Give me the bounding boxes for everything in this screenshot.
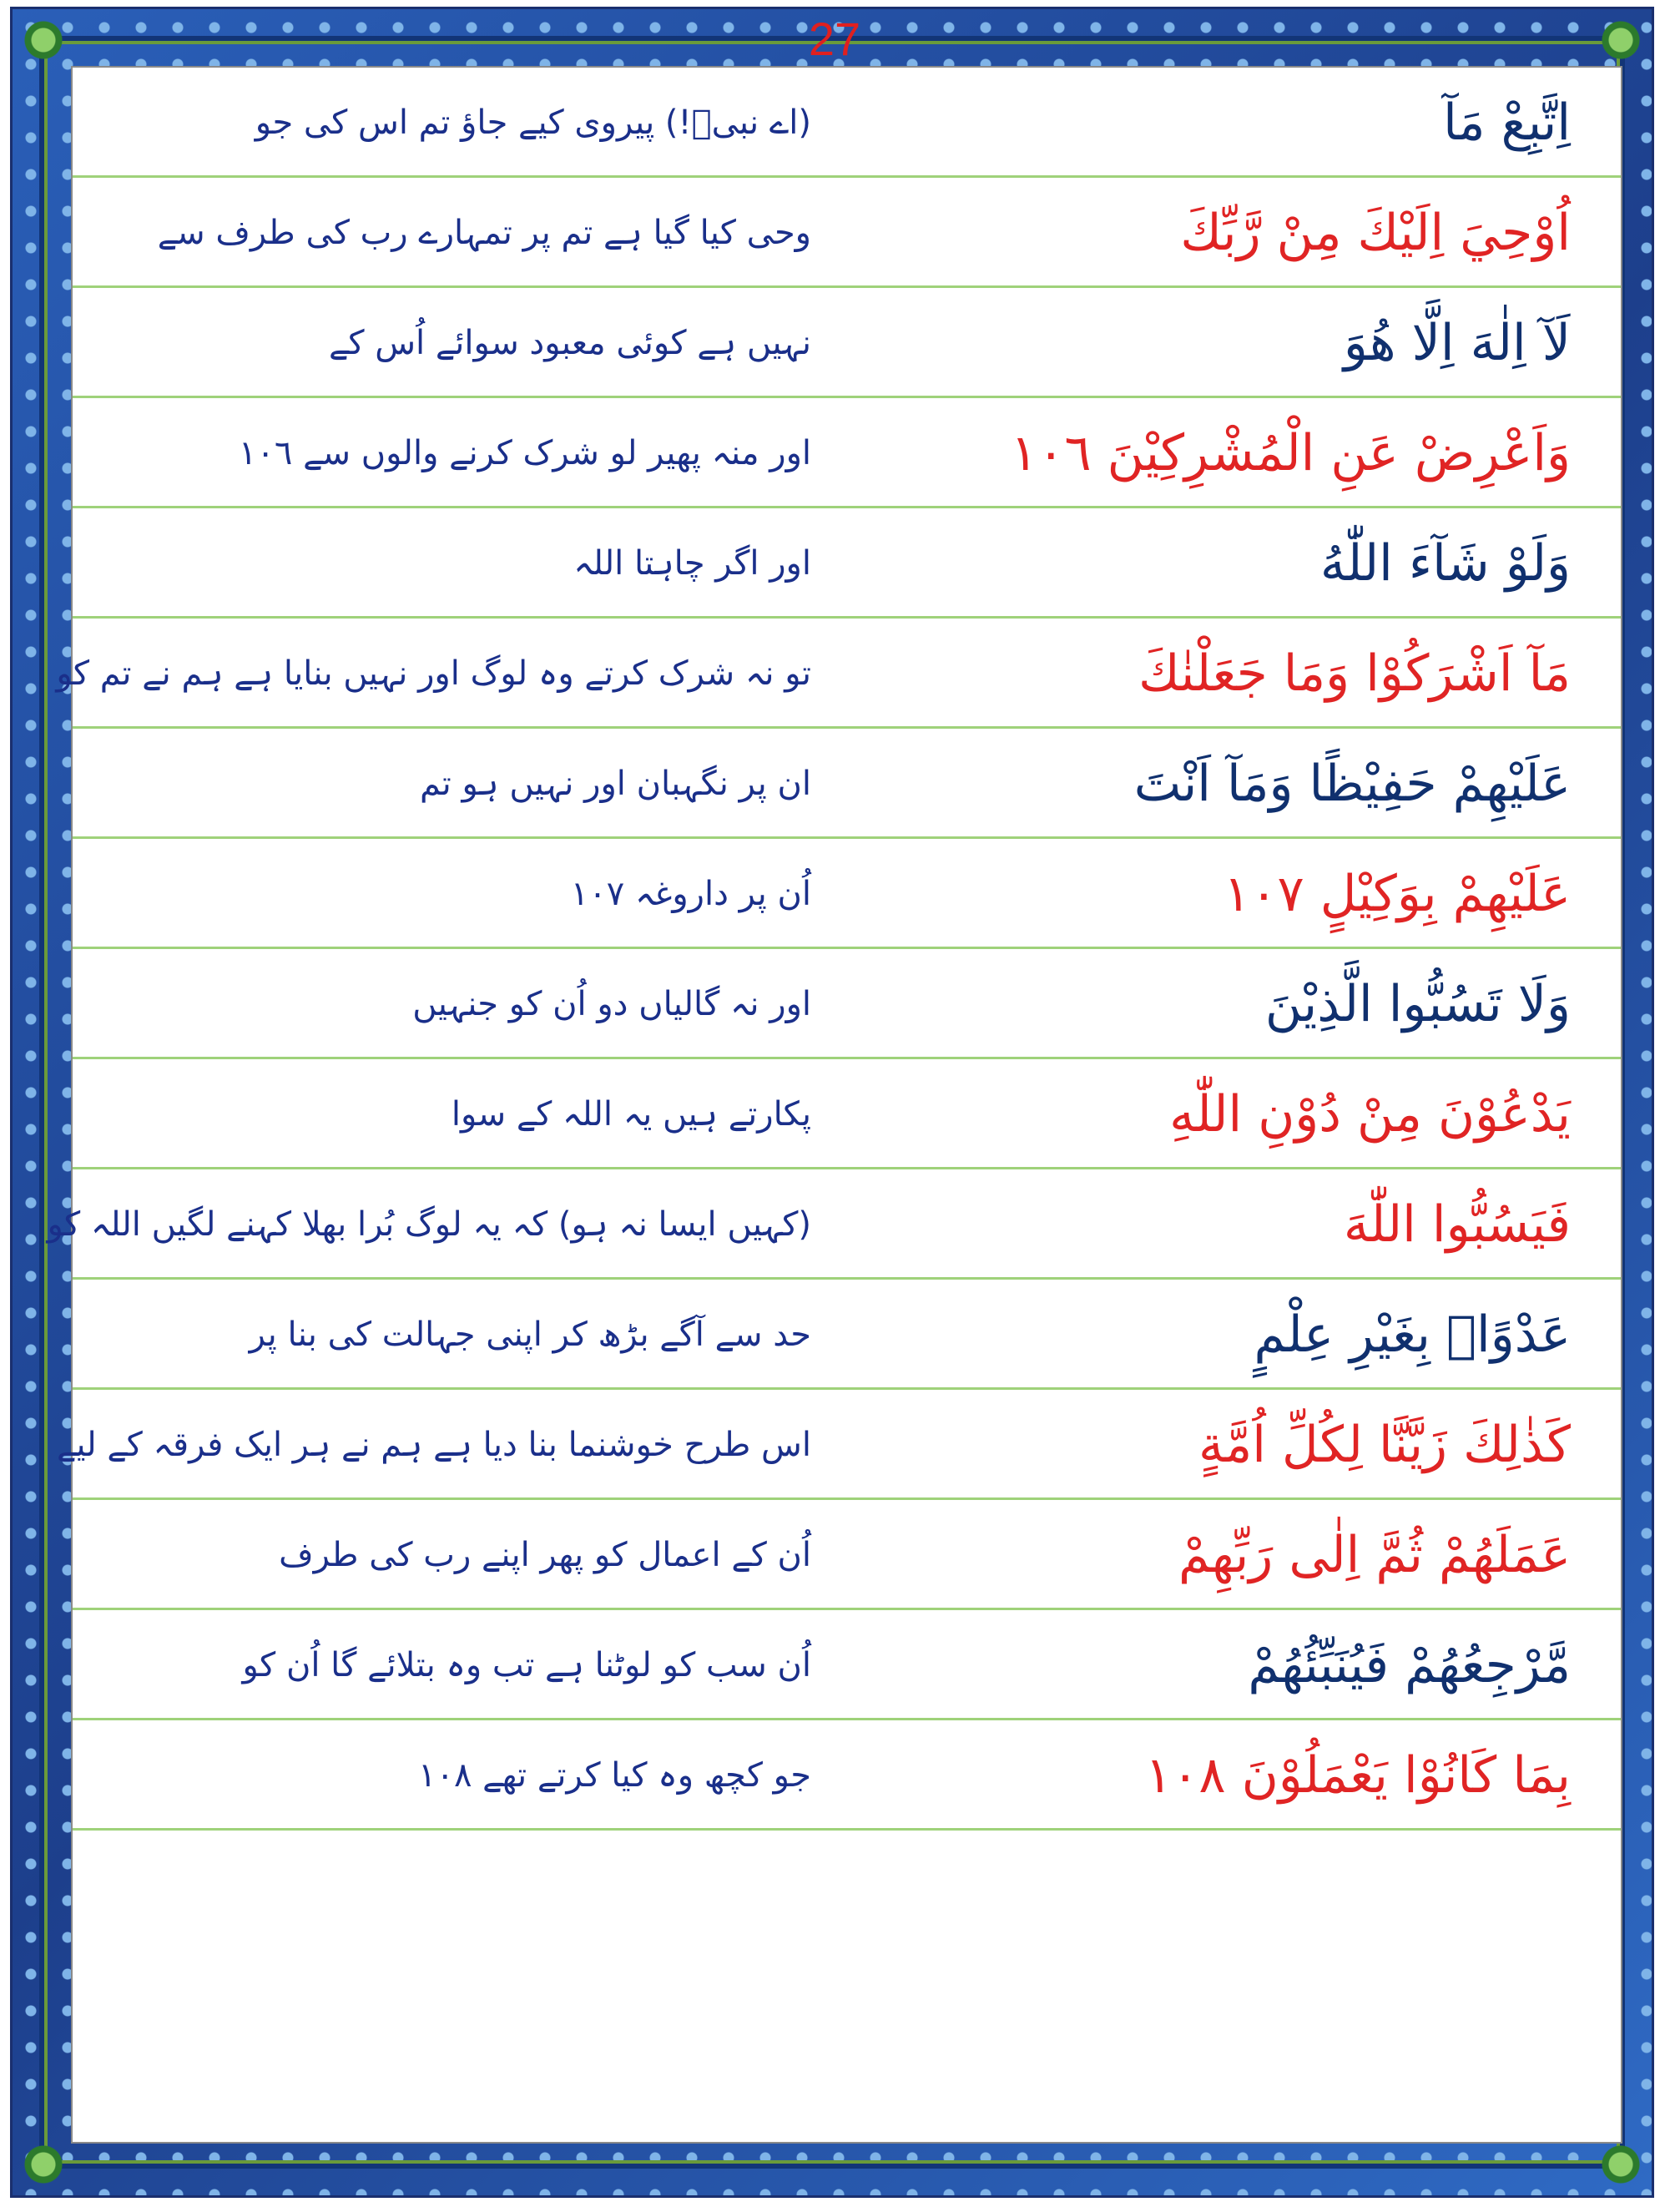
urdu-translation: وحی کیا گیا ہے تم پر تمہارے رب کی طرف سے: [157, 214, 811, 252]
verse-row: [73, 1500, 1621, 1610]
urdu-translation: اُن سب کو لوٹنا ہے تب وہ بتلائے گا اُن کو: [242, 1646, 811, 1684]
urdu-translation: اس طرح خوشنما بنا دیا ہے ہم نے ہر ایک فرقہ کے لیے: [56, 1426, 811, 1464]
urdu-translation: تو نہ شرک کرتے وہ لوگ اور نہیں بنایا ہے ہم نے تم کو: [56, 654, 811, 693]
arabic-text: اِتَّبِعْ مَآ: [1443, 93, 1571, 152]
verse-row: [73, 288, 1621, 398]
urdu-translation: اور منہ پھیر لو شرک کرنے والوں سے ١٠٦: [238, 434, 811, 472]
arabic-text: اُوْحِيَ اِلَيْكَ مِنْ رَّبِّكَ: [1180, 204, 1571, 262]
verse-row: [73, 1720, 1621, 1831]
decorative-frame: [10, 7, 1654, 2198]
arabic-text: بِمَا كَانُوْا يَعْمَلُوْنَ ١٠٨: [1144, 1746, 1571, 1805]
verse-row: [73, 1610, 1621, 1720]
verse-row: [73, 839, 1621, 949]
urdu-translation: حد سے آگے بڑھ کر اپنی جہالت کی بنا پر: [249, 1316, 811, 1354]
arabic-text: مَآ اَشْرَكُوْا وَمَا جَعَلْنٰكَ: [1138, 644, 1571, 703]
verse-row: [73, 178, 1621, 288]
arabic-text: لَآ اِلٰهَ اِلَّا هُوَ: [1343, 314, 1571, 372]
arabic-text: عَلَيْهِمْ بِوَكِيْلٍ ١٠٧: [1224, 865, 1571, 923]
arabic-text: فَيَسُبُّوا اللّٰهَ: [1343, 1195, 1571, 1254]
verse-row: [73, 508, 1621, 619]
urdu-translation: پکارتے ہیں یہ اللہ کے سوا: [451, 1095, 811, 1134]
arabic-text: عَدْوًاۢ بِغَيْرِ عِلْمٍ: [1254, 1305, 1571, 1364]
verse-row: [73, 949, 1621, 1059]
urdu-translation: (کہیں ایسا نہ ہو) کہ یہ لوگ بُرا بھلا کہنے لگیں اللہ کو: [47, 1205, 811, 1244]
verse-row: [73, 68, 1621, 178]
corner-ornament-bottom-left: [14, 2135, 73, 2194]
verse-row: [73, 729, 1621, 839]
corner-ornament-top-right: [1592, 11, 1650, 69]
arabic-text: كَذٰلِكَ زَيَّنَّا لِكُلِّ اُمَّةٍ: [1198, 1416, 1571, 1474]
content-panel: [47, 66, 1622, 2144]
urdu-translation: اور اگر چاہتا اللہ: [573, 544, 811, 583]
verse-rows: [47, 68, 1621, 1831]
page-number: 27: [808, 13, 861, 65]
urdu-translation: اُن پر داروغہ ١٠٧: [570, 875, 811, 913]
verse-row: [73, 1280, 1621, 1390]
arabic-text: وَلَوْ شَآءَ اللّٰهُ: [1319, 534, 1571, 593]
corner-ornament-bottom-right: [1592, 2135, 1650, 2194]
urdu-translation: ان پر نگہبان اور نہیں ہو تم: [420, 765, 811, 803]
arabic-text: عَمَلَهُمْ ثُمَّ اِلٰى رَبِّهِمْ: [1178, 1526, 1571, 1584]
verse-row: [73, 1059, 1621, 1169]
verse-row: [47, 1169, 1621, 1280]
arabic-text: مَّرْجِعُهُمْ فَيُنَبِّئُهُمْ: [1248, 1636, 1571, 1694]
arabic-text: وَاَعْرِضْ عَنِ الْمُشْرِكِيْنَ ١٠٦: [1010, 424, 1571, 482]
urdu-translation: جو کچھ وہ کیا کرتے تھے ١٠٨: [417, 1756, 811, 1795]
urdu-translation: (اے نبیؐ!) پیروی کیے جاؤ تم اس کی جو: [255, 104, 811, 142]
arabic-text: وَلَا تَسُبُّوا الَّذِيْنَ: [1264, 975, 1571, 1033]
arabic-text: عَلَيْهِمْ حَفِيْظًا وَمَآ اَنْتَ: [1133, 755, 1571, 813]
corner-ornament-top-left: [14, 11, 73, 69]
verse-row: [56, 619, 1621, 729]
urdu-translation: اُن کے اعمال کو پھر اپنے رب کی طرف: [279, 1536, 811, 1574]
urdu-translation: اور نہ گالیاں دو اُن کو جنہیں: [412, 985, 811, 1023]
arabic-text: يَدْعُوْنَ مِنْ دُوْنِ اللّٰهِ: [1169, 1085, 1571, 1144]
urdu-translation: نہیں ہے کوئی معبود سوائے اُس کے: [329, 324, 811, 362]
verse-row: [56, 1390, 1621, 1500]
verse-row: [73, 398, 1621, 508]
